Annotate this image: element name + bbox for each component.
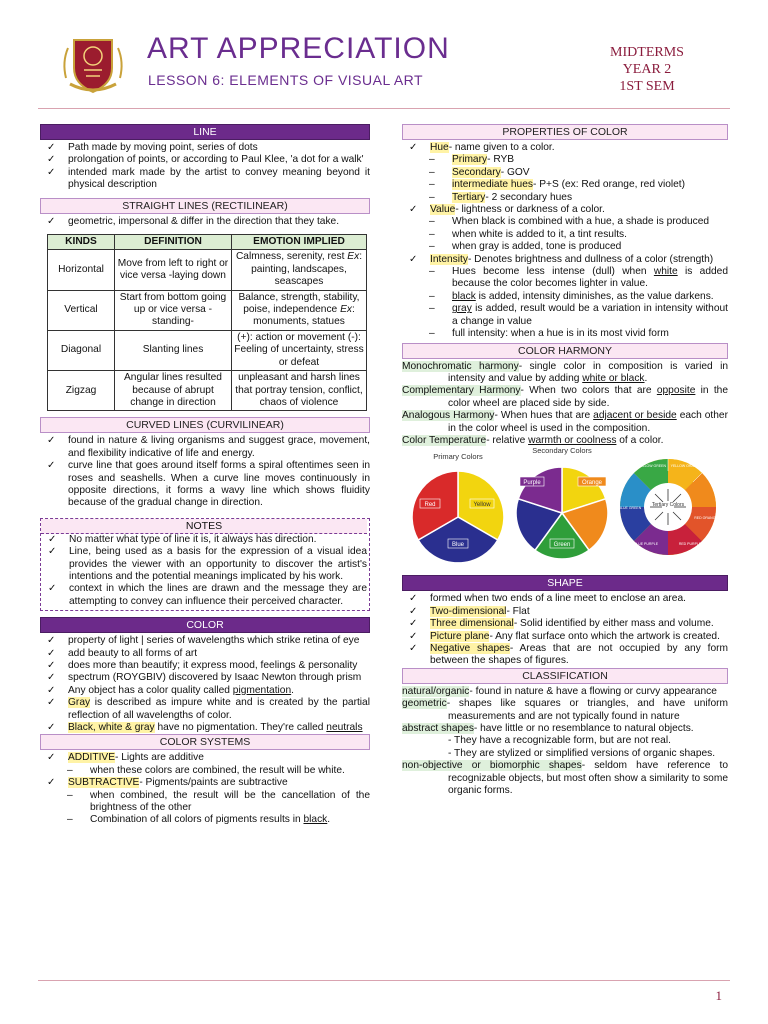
table-cell: Start from bottom going up or vice versa -standing- [115, 290, 232, 330]
list-item: ✓ curve line that goes around itself forms a spiral oftentimes seen in roses and seashells. When a curve line moves continuously in opposite directions, it forms a wavy line which shows fluidity because of the gradual change in direction. [40, 460, 370, 510]
notes-box [40, 518, 370, 611]
table-cell: Zigzag [48, 371, 115, 411]
left-column [40, 124, 370, 827]
list-item: ✓ Value- lightness or darkness of a color. [402, 204, 728, 216]
list-item: – when white is added to it, a tint results. [402, 229, 728, 241]
color-systems-list [40, 752, 370, 826]
color-heading: COLOR [40, 617, 370, 633]
table-cell: Angular lines resulted because of abrupt change in direction [115, 371, 232, 411]
secondary-wheel-title: Secondary Colors [532, 446, 592, 456]
properties-heading: PROPERTIES OF COLOR [402, 124, 728, 140]
harmony-complementary: Complementary Harmony- When two colors that are opposite in the color wheel are placed side by side. [402, 385, 728, 409]
yellow-orange-label: YELLOW ORANGE [670, 464, 702, 469]
footer-divider [38, 980, 730, 981]
lesson-subtitle: LESSON 6: ELEMENTS OF VISUAL ART [148, 72, 424, 88]
blue-green-label: BLUE GREEN [618, 506, 642, 511]
year-label: YEAR 2 [622, 62, 672, 77]
list-item: ✓ does more than beautify; it express mood, feelings & personality [40, 660, 370, 672]
green-label: Green [553, 542, 571, 549]
harmony-monochromatic: Monochromatic harmony- single color in composition is varied in intensity and value by adding white or black. [402, 360, 729, 384]
table-header: EMOTION IMPLIED [232, 235, 367, 250]
red-orange-label: RED ORANGE [694, 516, 718, 521]
straight-list [40, 216, 370, 228]
list-item: – full intensity: when a hue is in its most vivid form [402, 328, 728, 340]
curved-lines-heading: CURVED LINES (CURVILINEAR) [40, 417, 370, 433]
class-non-objective: non-objective or biomorphic shapes- seldom have reference to recognizable objects, but most often show a similarity to some organic forms. [402, 760, 729, 797]
list-item: – when gray is added, tone is produced [402, 241, 728, 253]
list-item: ✓ Line, being used as a basis for the expression of a visual idea provides the viewer with an opportunity to discover the artist's intentions and the potential meanings implicated by his work. [41, 546, 367, 583]
color-list [40, 635, 370, 734]
straight-lines-heading: STRAIGHT LINES (RECTILINEAR) [40, 198, 370, 214]
list-item: ✓ geometric, impersonal & differ in the direction that they take. [40, 216, 370, 228]
color-temperature: Color Temperature- relative warmth or coolness of a color. [402, 434, 664, 446]
table-cell: Diagonal [48, 330, 115, 370]
page-number: 1 [715, 988, 722, 1003]
list-item: ✓ Intensity- Denotes brightness and dullness of a color (strength) [402, 254, 728, 266]
list-item: ✓ formed when two ends of a line meet to enclose an area. [402, 593, 728, 605]
properties-list [402, 142, 728, 341]
list-item: ✓ Gray is described as impure white and is created by the partial reflection of all wavelengths of color. [40, 697, 370, 722]
line-heading: LINE [40, 124, 370, 140]
list-item: ✓ Any object has a color quality called pigmentation. [40, 685, 370, 697]
list-item: ✓ Three dimensional- Solid identified by either mass and volume. [402, 618, 728, 630]
list-item: – Secondary- GOV [402, 167, 728, 179]
list-item: ✓ found in nature & living organisms and suggest grace, movement, and flexibility indicative of life and energy. [40, 435, 370, 460]
list-item: ✓ property of light | series of wavelengths which strike retina of eye [40, 635, 370, 647]
shape-list [402, 593, 728, 667]
list-item: ✓ prolongation of points, or according to Paul Klee, 'a dot for a walk' [40, 154, 370, 166]
list-item: ✓ spectrum (ROYGBIV) discovered by Isaac Newton through prism [40, 672, 370, 684]
class-natural: natural/organic- found in nature & have a flowing or curvy appearance [402, 685, 717, 697]
list-item: ✓ context in which the lines are drawn and the message they are attempting to convey can influence their perceived character. [41, 583, 367, 608]
table-cell: Slanting lines [115, 330, 232, 370]
list-item: ✓ Negative shapes- Areas that are not occupied by any form between the shapes of figures. [402, 643, 728, 668]
list-item: – Combination of all colors of pigments results in black. [40, 814, 370, 826]
sem-label: 1ST SEM [619, 79, 675, 94]
color-harmony-heading: COLOR HARMONY [402, 343, 728, 359]
list-item: – intermediate hues- P+S (ex: Red orange, red violet) [402, 179, 728, 191]
class-geometric: geometric- shapes like squares or triangles, and have uniform measurements and are not typically found in nature [402, 698, 728, 722]
table-row [48, 371, 367, 411]
notes-list [41, 534, 367, 608]
primary-color-wheel [408, 453, 508, 569]
table-cell: unpleasant and harsh lines that portray tension, conflict, chaos of violence [232, 371, 367, 411]
color-wheels-figure [402, 446, 728, 569]
list-item: – when combined, the result will be the cancellation of the brightness of the other [40, 790, 370, 815]
header-divider [38, 108, 730, 109]
blue-purple-label: BLUE PURPLE [633, 542, 659, 547]
list-item: – gray is added, result would be a variation in intensity without a change in value [402, 303, 728, 328]
table-header: KINDS [48, 235, 115, 250]
list-item: – when these colors are combined, the result will be white. [40, 765, 370, 777]
table-row [48, 290, 367, 330]
list-item: – Tertiary- 2 secondary hues [402, 192, 728, 204]
red-label: Red [424, 502, 436, 509]
purple-label: Purple [523, 480, 541, 487]
table-row [48, 250, 367, 290]
list-item: ✓ Hue- name given to a color. [402, 142, 728, 154]
shape-heading: SHAPE [402, 575, 728, 591]
classification-heading: CLASSIFICATION [402, 668, 728, 684]
abstract-detail-1: - They have a recognizable form, but are not real. [448, 735, 671, 747]
table-row [48, 330, 367, 370]
list-item: ✓ Picture plane- Any flat surface onto which the artwork is created. [402, 631, 728, 643]
tertiary-center-label: Tertiary Colors [651, 502, 685, 509]
page-title: ART APPRECIATION [147, 32, 450, 65]
right-column [402, 124, 728, 797]
abstract-detail-2: - They are stylized or simplified versions of organic shapes. [448, 747, 716, 759]
term-label: MIDTERMS [610, 45, 684, 60]
table-header: DEFINITION [115, 235, 232, 250]
list-item: ✓ Path made by moving point, series of dots [40, 142, 370, 154]
list-item: ✓ SUBTRACTIVE- Pigments/paints are subtractive [40, 777, 370, 789]
primary-wheel-title: Primary Colors [433, 452, 483, 462]
list-item: – When black is combined with a hue, a shade is produced [402, 216, 728, 228]
table-cell: Calmness, serenity, rest Ex: painting, landscapes, seascapes [232, 250, 367, 290]
orange-label: Orange [581, 480, 603, 487]
table-cell: Balance, strength, stability, poise, independence Ex: monuments, statues [232, 290, 367, 330]
table-cell: Vertical [48, 290, 115, 330]
list-item: ✓ intended mark made by the artist to convey meaning beyond it physical description [40, 167, 370, 192]
list-item: – black is added, intensity diminishes, as the value darkens. [402, 291, 728, 303]
notes-heading: NOTES [41, 519, 367, 534]
line-list [40, 142, 370, 192]
harmony-analogous: Analogous Harmony- When hues that are adjacent or beside each other in the color wheel is used in the composition. [402, 410, 728, 434]
list-item: ✓ No matter what type of line it is, it always has direction. [41, 534, 367, 546]
school-seal-logo [60, 34, 126, 96]
list-item: ✓ ADDITIVE- Lights are additive [40, 752, 370, 764]
list-item: ✓ add beauty to all forms of art [40, 648, 370, 660]
table-cell: Move from left to right or vice versa -laying down [115, 250, 232, 290]
table-header-row [48, 235, 367, 250]
red-purple-label: RED PURPLE [678, 542, 702, 547]
list-item: – Hues become less intense (dull) when white is added because the color becomes lighter in value. [402, 266, 728, 291]
blue-label: Blue [451, 542, 465, 549]
curved-list [40, 435, 370, 509]
class-abstract: abstract shapes- have little or no resemblance to natural objects. [402, 723, 694, 734]
list-item: ✓ Black, white & gray have no pigmentation. They're called neutrals [40, 722, 370, 734]
secondary-color-wheel [512, 446, 612, 569]
list-item: – Primary- RYB [402, 154, 728, 166]
line-kinds-table [47, 234, 367, 411]
yellow-label: Yellow [473, 502, 491, 509]
table-cell: Horizontal [48, 250, 115, 290]
table-cell: (+): action or movement (-): Feeling of uncertainty, stress or defeat [232, 330, 367, 370]
yellow-green-label: YELLOW GREEN [637, 464, 667, 469]
color-systems-heading: COLOR SYSTEMS [40, 734, 370, 750]
term-info [592, 44, 702, 95]
tertiary-color-wheel [618, 453, 718, 569]
list-item: ✓ Two-dimensional- Flat [402, 606, 728, 618]
